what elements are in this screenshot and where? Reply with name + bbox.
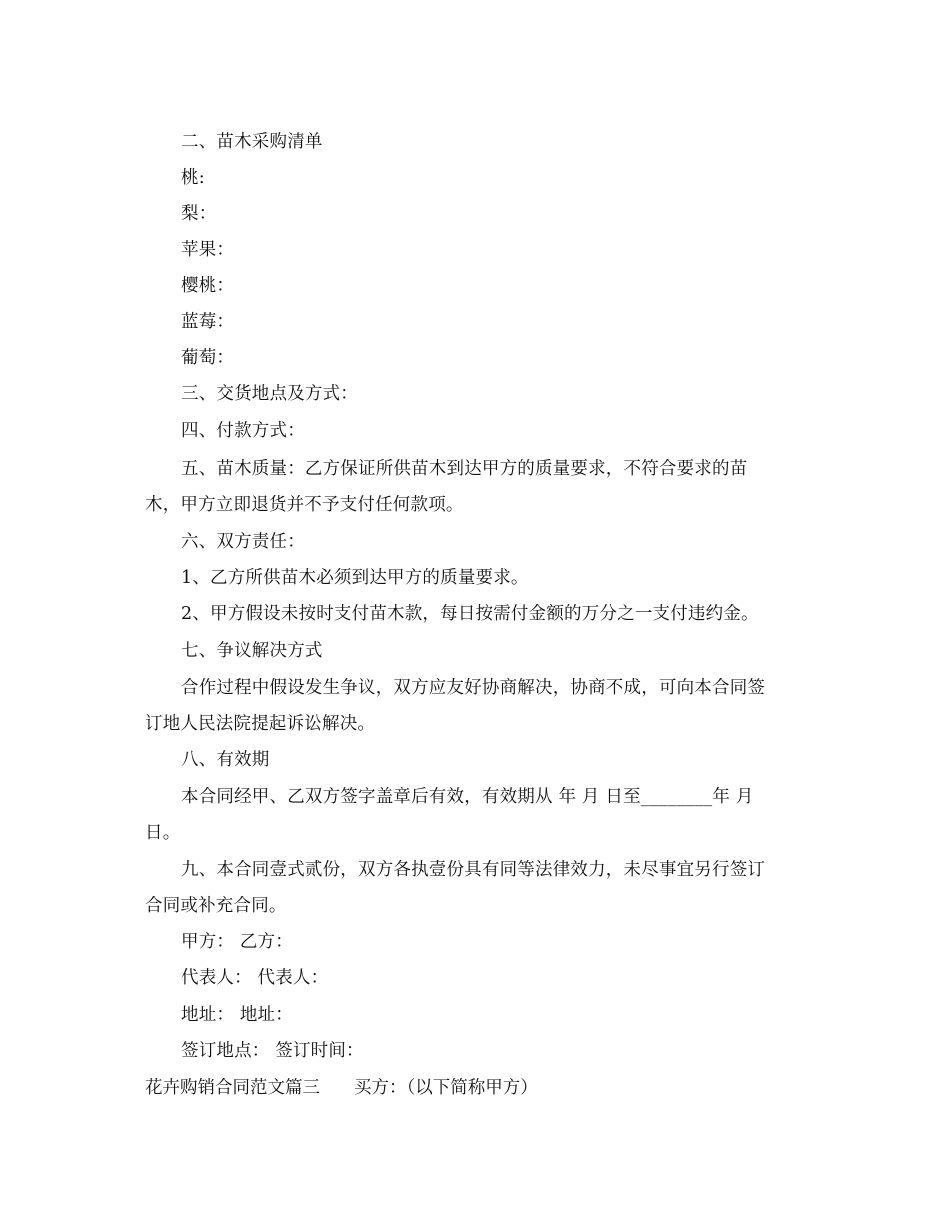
list-item-peach: 桃:	[181, 168, 205, 188]
buyer-label: 买方：（以下简称甲方）	[354, 1078, 538, 1098]
next-article-header	[145, 1077, 538, 1099]
section-heading-8: 八、有效期	[181, 750, 270, 770]
section-heading-6: 六、双方责任：	[181, 532, 305, 552]
duty-item-1: 1、乙方所供苗木必须到达甲方的质量要求。	[181, 568, 529, 588]
section-heading-3: 三、交货地点及方式：	[181, 384, 358, 404]
signature-representatives: 代表人： 代表人：	[181, 968, 329, 988]
signature-place-time: 签订地点： 签订时间：	[181, 1041, 364, 1061]
list-item-blueberry: 蓝莓：	[181, 312, 235, 332]
paragraph-validity-line-2: 日。	[145, 823, 181, 843]
paragraph-quality-line-2: 木，甲方立即退货并不予支付任何款项。	[145, 495, 464, 515]
list-item-apple: 苹果：	[181, 240, 235, 260]
list-item-grape: 葡萄：	[181, 348, 235, 368]
duty-item-2: 2、甲方假设未按时支付苗木款，每日按需付金额的万分之一支付违约金。	[181, 604, 759, 624]
paragraph-copies-line-1: 九、本合同壹式贰份，双方各执壹份具有同等法律效力，未尽事宜另行签订	[181, 860, 766, 880]
paragraph-validity-line-1: 本合同经甲、乙双方签字盖章后有效，有效期从 年 月 日至________年 月	[181, 787, 754, 807]
paragraph-copies-line-2: 合同或补充合同。	[145, 896, 287, 916]
section-heading-2: 二、苗木采购清单	[181, 132, 323, 152]
paragraph-quality-line-1: 五、苗木质量：乙方保证所供苗木到达甲方的质量要求，不符合要求的苗	[181, 459, 748, 479]
signature-parties: 甲方： 乙方：	[181, 932, 293, 952]
section-heading-4: 四、付款方式：	[181, 421, 305, 441]
section-heading-7: 七、争议解决方式	[181, 641, 323, 661]
list-item-cherry: 樱桃：	[181, 276, 235, 296]
list-item-pear: 梨：	[181, 204, 217, 224]
paragraph-dispute-line-2: 订地人民法院提起诉讼解决。	[145, 714, 376, 734]
next-article-title: 花卉购销合同范文篇三	[145, 1078, 320, 1098]
paragraph-dispute-line-1: 合作过程中假设发生争议，双方应友好协商解决，协商不成，可向本合同签	[181, 678, 766, 698]
signature-addresses: 地址： 地址：	[181, 1005, 293, 1025]
